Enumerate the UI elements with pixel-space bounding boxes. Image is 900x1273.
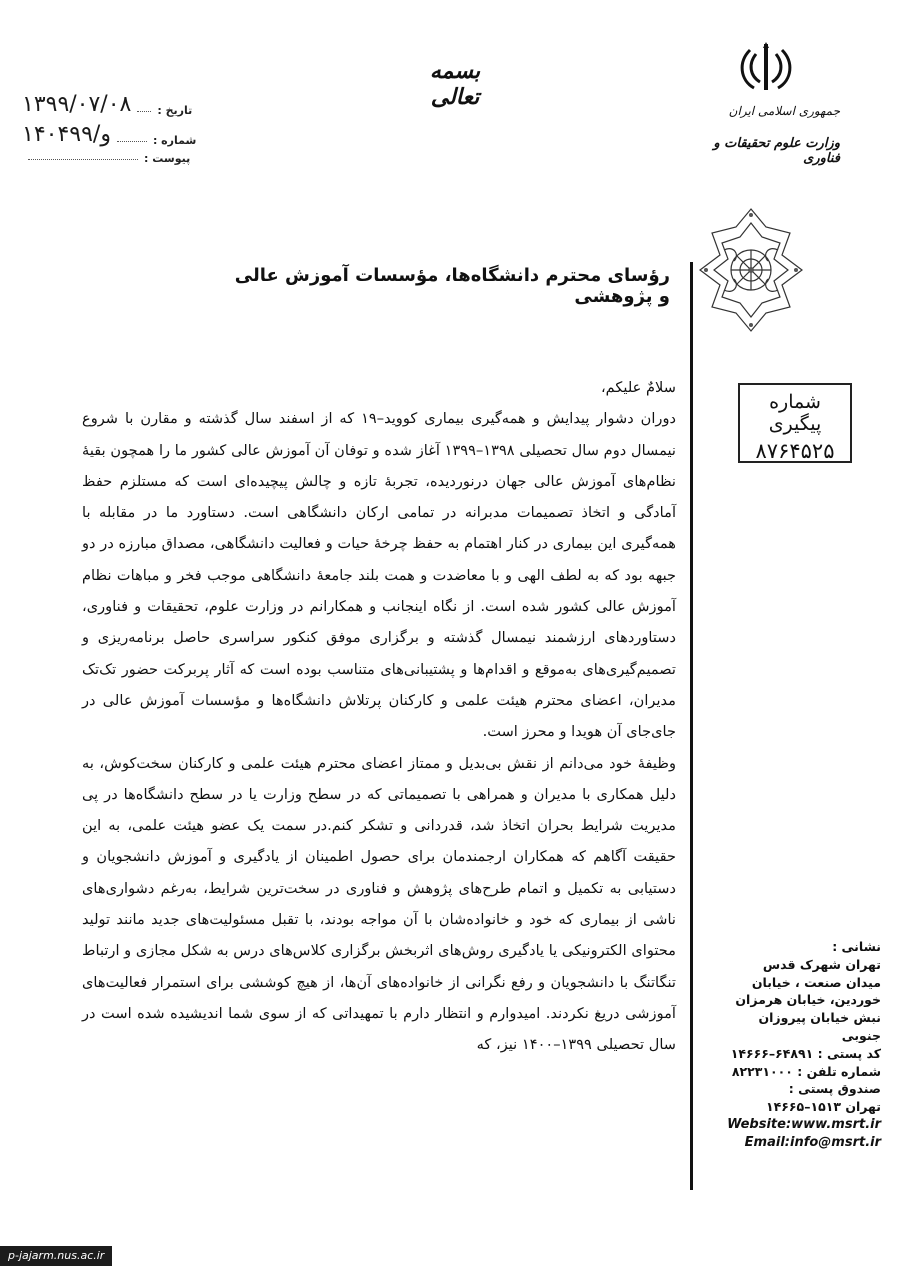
address-label: نشانی : [832,939,881,954]
po-box-label: صندوق پستی : [788,1081,881,1097]
contact-info [718,938,881,1152]
attachment-row [22,152,190,165]
date-value: ۱۳۹۹/۰۷/۰۸ [22,92,132,117]
ornament-icon [694,205,808,335]
paragraph-1: دوران دشوار پیدایش و همه‌گیری بیماری کووید–۱۹ که از اسفند سال گذشته و مقارن با شروع نیمسال دوم سال تحصیلی ۱۳۹۸–۱۳۹۹ آغاز شده و توفان آن آموزش عالی کشور ما را همچون بقیهٔ نظام‌های آموزش عالی جهان درنوردیده، تجربهٔ تازه و چالش پیچیده‌ای است که مستلزم حفظ آمادگی و اتخاذ تصمیمات مدبرانه در تمامی ارکان دانشگاهی است. دستاورد ما در مقابله با همه‌گیری این بیماری در کنار اهتمام به حفظ چرخهٔ حیات و فعالیت دانشگاهی، مصداق مبارزه در دو جبهه بود که به لطف الهی و با معاضدت و همت بلند جامعهٔ دانشگاهی موجب فخر و مباهات نظام آموزش عالی کشور شده است. از نگاه اینجانب و همکارانم در وزارت علوم، تحقیقات و فناوری، دستاوردهای ارزشمند نیمسال گذشته و برگزاری موفق کنکور سراسری حاصل برنامه‌ریزی و تصمیم‌گیری‌های به‌موقع و اقدام‌ها و پشتیبانی‌های متناسب بوده است که آثار پربرکت حضور تک‌تک مدیران، اعضای محترم هیئت علمی و کارکنان پرتلاش دانشگاه‌ها و مؤسسات آموزش عالی در جای‌جای آن هویدا و محرز است. [82,410,676,741]
source-watermark-tag: p-jajarm.nus.ac.ir [0,1246,112,1266]
attachment-label: پیوست : [144,152,191,165]
bismillah-heading: بسمه تعالی [429,58,481,110]
margin-divider [690,262,693,1190]
phone-number: شماره تلفن : ۸۲۲۳۱۰۰۰ [731,1063,881,1079]
tracking-number: ۸۷۶۴۵۲۵ [755,439,835,463]
number-row [22,122,196,147]
date-label: تاریخ : [157,104,193,117]
address-line: میدان صنعت ، خیابان [751,974,881,990]
recipient-line: رؤسای محترم دانشگاه‌ها، مؤسسات آموزش عالی و پژوهشی [234,265,670,307]
address-line: نبش خیابان پیروزان جنوبی [758,1010,881,1043]
tracking-label: شماره پیگیری [768,391,822,435]
website-link[interactable]: Website:www.msrt.ir [727,1116,881,1132]
date-row [22,92,192,117]
letter-number-value: ۱۴۰۴۹۹/و [22,122,111,147]
address-line: تهران شهرک قدس [762,956,881,972]
postal-code: کد پستی : ۶۴۸۹۱–۱۴۶۶۶ [730,1045,881,1061]
paragraph-2: وظیفهٔ خود می‌دانم از نقش بی‌بدیل و ممتاز اعضای محترم هیئت علمی و کارکنان سخت‌کوش، به دلیل همکاری با مدیران و همراهی با تصمیماتی که در سطح وزارت یا در سطح دانشگاه‌ها در پی مدیریت شرایط بحران اتخاذ شد، قدردانی و تشکر کنم.در سمت یک عضو هیئت علمی، به این حقیقت آگاهم که همکاران ارجمندمان برای حصول اطمینان از یادگیری و آموزش دانشجویان و دستیابی به تکمیل و اتمام طرح‌های پژوهش و فناوری در سخت‌ترین شرایط، به‌رغم دشواری‌های ناشی از بیماری که خود و خانواده‌شان با آن مواجه بودند، با تقبل مسئولیت‌های جدید مانند تولید محتوای الکترونیکی یا یادگیری روش‌های اثربخش برگزاری کلاس‌های درس به شکل مجازی و ارتباط تنگاتنگ با دانشجویان و رفع نگرانی از خانواده‌های آن‌ها، از هیچ کوششی برای استمرار فعالیت‌های آموزشی دریغ نکردند. امیدوارم و انتظار دارم با تمهیداتی که از سوی شما اندیشیده شده است در سال تحصیلی ۱۳۹۹–۱۴۰۰ نیز، که [82,754,676,1054]
letter-body [82,372,676,1061]
email-link[interactable]: Email:info@msrt.ir [744,1134,881,1150]
iran-emblem-icon [736,40,796,96]
country-name: جمهوری اسلامی ایران [728,104,840,118]
ministry-name: وزارت علوم تحقیقات و فناوری [713,136,840,166]
tracking-number-box [738,383,852,463]
number-label: شماره : [152,134,197,147]
address-line: خوردین، خیابان هرمزان [735,992,881,1008]
greeting: سلامٌ علیکم، [600,379,676,396]
po-box: تهران ۱۵۱۳–۱۴۶۶۵ [766,1099,881,1115]
